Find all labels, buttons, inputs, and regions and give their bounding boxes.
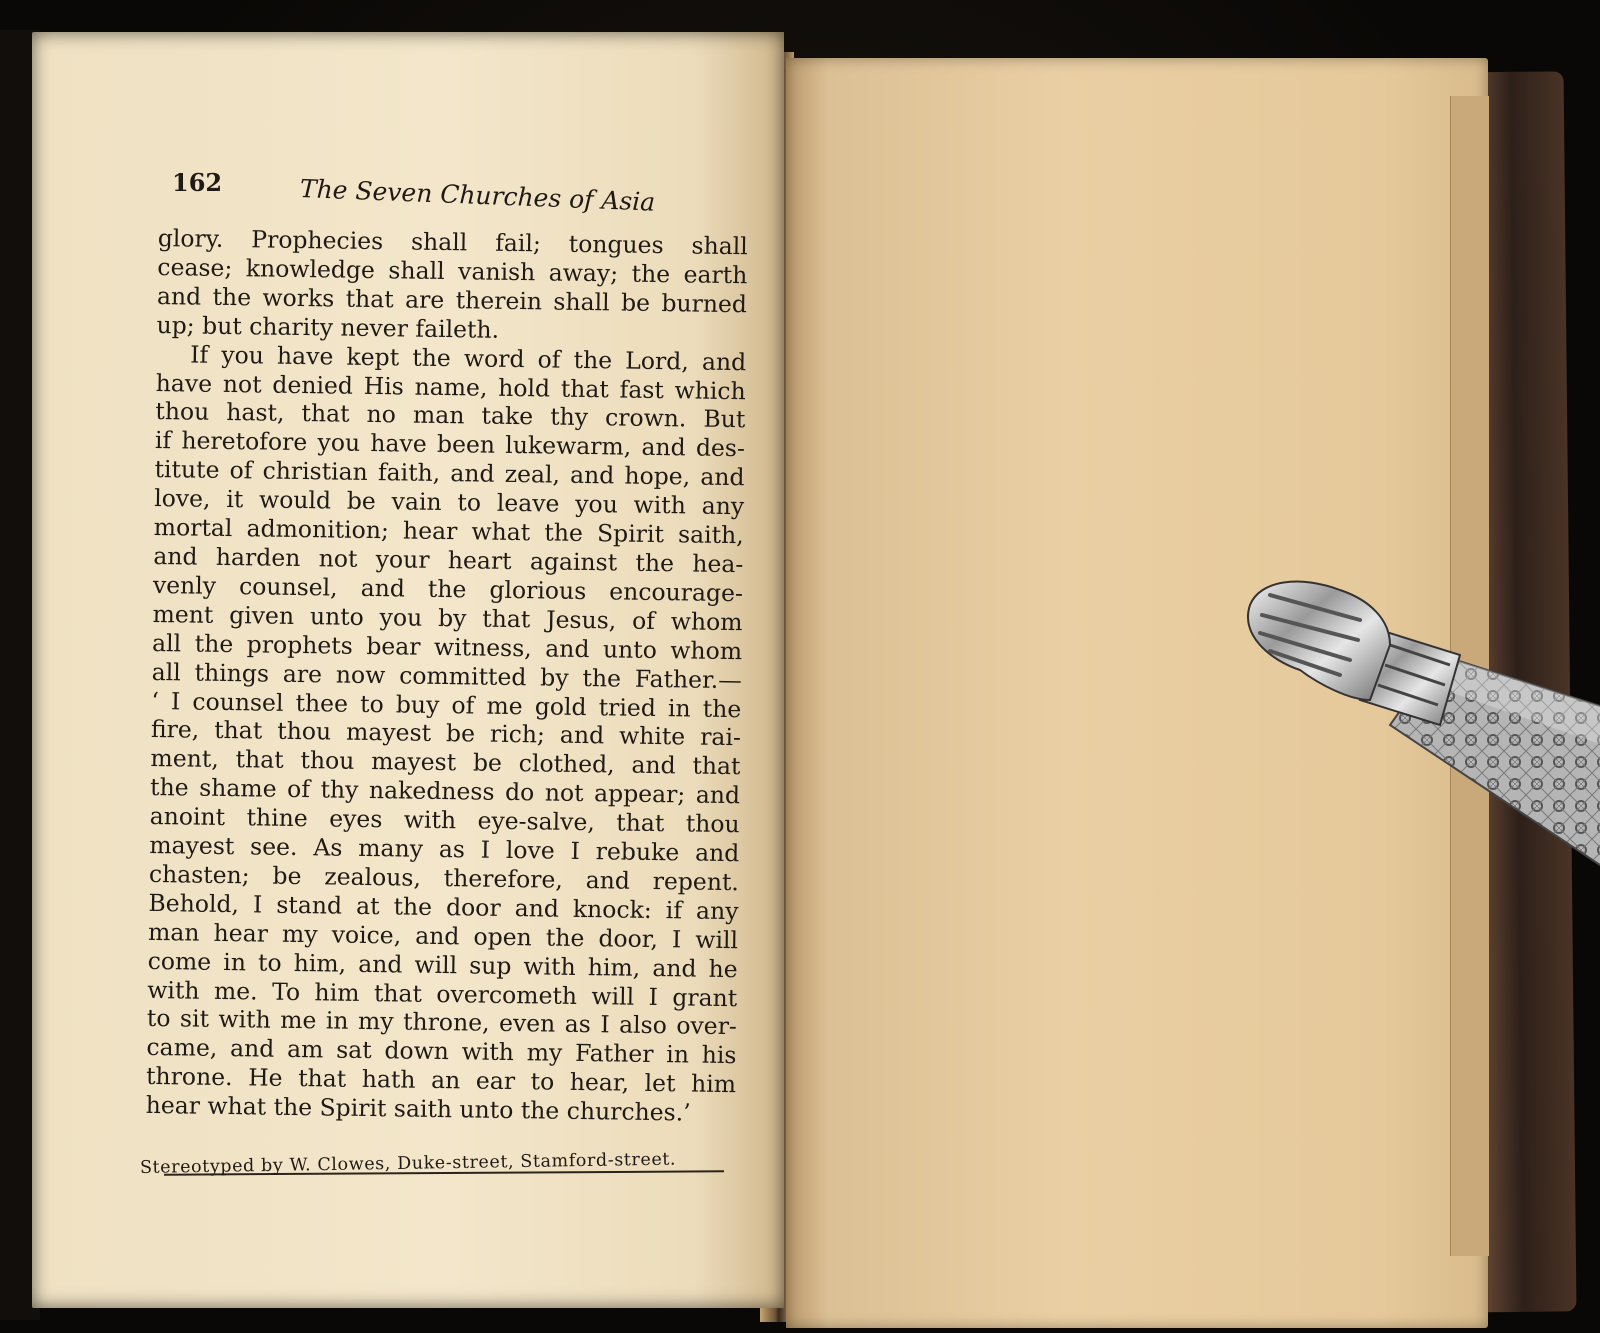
text-line: titute of christian faith, and zeal, and hope, and xyxy=(154,455,745,492)
text-line: and harden not your heart against the hea- xyxy=(153,541,744,579)
text-line: man hear my voice, and open the door, I will xyxy=(147,917,739,954)
text-line: to sit with me in my throne, even as I also over- xyxy=(146,1004,738,1041)
text-line: come in to him, and will sup with him, and he xyxy=(147,946,738,983)
text-line: up; but charity never faileth. xyxy=(156,310,500,344)
left-page xyxy=(32,32,784,1308)
text-line: thou hast, that no man take thy crown. But xyxy=(155,397,746,434)
text-line: glory. Prophecies shall fail; tongues shall xyxy=(157,224,748,261)
text-line: cease; knowledge shall vanish away; the earth xyxy=(157,252,748,290)
text-line: all the prophets bear witness, and unto whom xyxy=(151,628,743,665)
page-number: 162 xyxy=(172,168,223,197)
text-line: ment given unto you by that Jesus, of whom xyxy=(152,599,743,636)
text-line: chasten; be zealous, therefore, and repent. xyxy=(148,859,740,897)
text-line: anoint thine eyes with eye-salve, that thou xyxy=(149,802,740,839)
text-line: mayest see. As many as I love I rebuke and xyxy=(149,830,740,868)
text-line: and the works that are therein shall be burned xyxy=(156,281,748,319)
text-line: if heretofore you have been lukewarm, and des- xyxy=(154,426,746,463)
text-line: Behold, I stand at the door and knock: if any xyxy=(148,888,739,926)
text-line: If you have kept the word of the Lord, and xyxy=(189,340,747,376)
page-body-text xyxy=(145,224,747,1128)
text-line: mortal admonition; hear what the Spirit saith, xyxy=(153,513,744,550)
silver-hand-bookmark xyxy=(1240,575,1600,935)
running-head: The Seven Churches of Asia xyxy=(299,174,656,217)
text-line: came, and am sat down with my Father in his xyxy=(146,1033,737,1070)
text-line: with me. To him that overcometh will I grant xyxy=(147,975,738,1012)
text-line: ment, that thou mayest be clothed, and that xyxy=(150,744,741,781)
text-line: the shame of thy nakedness do not appear; and xyxy=(149,773,741,810)
printer-imprint: Stereotyped by W. Clowes, Duke-street, Stamford-street. xyxy=(139,1149,677,1178)
text-line: love, it would be vain to leave you with any xyxy=(153,484,745,521)
text-line: hear what the Spirit saith unto the churches.’ xyxy=(145,1091,691,1127)
text-line: fire, that thou mayest be rich; and white rai- xyxy=(150,715,742,752)
text-line: ‘ I counsel thee to buy of me gold tried in the xyxy=(151,686,742,723)
text-line: throne. He that hath an ear to hear, let him xyxy=(145,1062,737,1099)
text-line: venly counsel, and the glorious encourage- xyxy=(152,570,744,608)
text-line: have not denied His name, hold that fast which xyxy=(155,368,746,405)
text-line: all things are now committed by the Father.— xyxy=(151,657,742,694)
